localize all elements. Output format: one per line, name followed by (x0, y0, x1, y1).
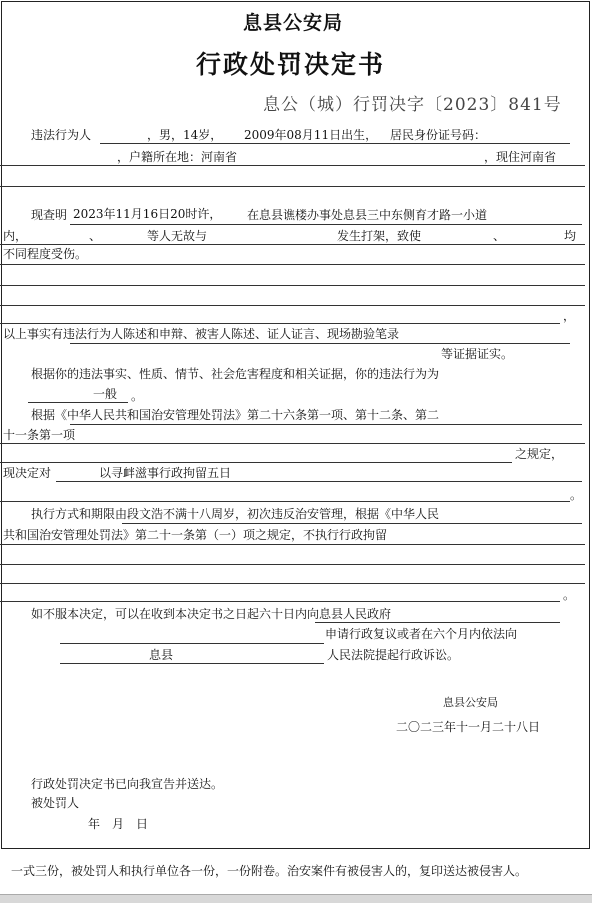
facts-line2-a: 内， (3, 229, 28, 243)
facts-line2-b: 、 (89, 229, 102, 243)
footnote: 一式三份，被处罚人和执行单位各一份，一份附卷。治安案件有被侵害人的，复印送达被侵害人。 (11, 864, 528, 878)
receipt-line1: 行政处罚决定书已向我宣告并送达。 (31, 777, 224, 791)
underline (0, 462, 512, 463)
appeal-line3: 人民法院提起行政诉讼。 (327, 648, 460, 662)
underline (0, 501, 570, 502)
underline (0, 305, 585, 306)
appeal-court-place: 息县 (149, 648, 174, 662)
agency-header: 息县公安局 (243, 12, 344, 34)
execution-line1: 执行方式和期限由段文浩不满十八周岁，初次违反治安管理，根据《中华人民 (31, 507, 440, 521)
facts-date: 2023年11月16日20时许， (73, 207, 222, 221)
facts-line2-f: 均 (564, 229, 577, 243)
facts-line2-e: 、 (493, 229, 506, 243)
underline (56, 481, 582, 482)
underline (0, 264, 585, 265)
underline (0, 186, 585, 187)
underline (0, 601, 560, 602)
offender-household: ，户籍所在地：河南省 (117, 150, 238, 164)
appeal-line1: 如不服本决定，可以在收到本决定书之日起六十日内向息县人民政府 (31, 607, 392, 621)
underline (100, 143, 570, 144)
execution-line2: 共和国治安管理处罚法》第二十一条第（一）项之规定，不执行行政拘留 (3, 528, 388, 542)
evidence-tail: 等证据证实。 (441, 347, 514, 361)
underline (122, 523, 582, 524)
underline (60, 663, 324, 664)
facts-line3: 不同程度受伤。 (3, 247, 88, 261)
underline (0, 583, 585, 584)
facts-label: 现查明 (31, 208, 68, 222)
underline (60, 643, 324, 644)
execution-end: 。 (563, 588, 576, 602)
receipt-line2: 被处罚人 (31, 796, 80, 810)
decision-end: 。 (570, 488, 583, 502)
nature-end: 。 (131, 389, 144, 403)
signature-date: 二〇二三年十一月二十八日 (396, 720, 541, 734)
underline (0, 285, 585, 286)
underline (0, 443, 585, 444)
legal-basis-line1: 根据《中华人民共和国治安管理处罚法》第二十六条第一项、第十二条、第二 (31, 408, 440, 422)
underline (0, 244, 585, 245)
underline (28, 402, 128, 403)
offender-gender-age: ，男，14岁， (147, 128, 223, 142)
offender-id-label: 居民身份证号码： (390, 128, 487, 142)
receipt-date-blank: 年 月 日 (88, 817, 149, 831)
offender-label: 违法行为人 (31, 128, 92, 142)
offender-residence: ，现住河南省 (484, 150, 557, 164)
facts-line2-c: 等人无故与 (147, 229, 208, 243)
nature-value: 一般 (93, 387, 118, 401)
decision-label: 现决定对 (3, 466, 52, 480)
underline (70, 343, 570, 344)
legal-basis-line2: 十一条第一项 (3, 428, 76, 442)
underline (0, 564, 585, 565)
underline (70, 424, 582, 425)
underline (315, 622, 560, 623)
evidence-text: 以上事实有违法行为人陈述和申辩、被害人陈述、证人证言、现场勘验笔录 (3, 327, 400, 341)
document-title: 行政处罚决定书 (196, 50, 386, 79)
nature-text: 根据你的违法事实、性质、情节、社会危害程度和相关证据，你的违法行为为 (31, 367, 440, 381)
facts-place: 在息县谯楼办事处息县三中东侧育才路一小道 (247, 208, 488, 222)
document-number: 息公（城）行罚决字〔2023〕841号 (263, 95, 562, 115)
underline (70, 224, 582, 225)
underline (0, 544, 585, 545)
facts-end-mark: ， (563, 309, 576, 323)
legal-basis-tail: 之规定， (515, 447, 564, 461)
decision-value: 以寻衅滋事行政拘留五日 (99, 466, 232, 480)
facts-line2-d: 发生打架，致使 (337, 229, 422, 243)
underline (0, 323, 560, 324)
appeal-line2: 申请行政复议或者在六个月内依法向 (325, 627, 518, 641)
underline (0, 165, 585, 166)
signature-agency: 息县公安局 (443, 696, 498, 709)
offender-birth: 2009年08月11日出生， (244, 128, 378, 142)
